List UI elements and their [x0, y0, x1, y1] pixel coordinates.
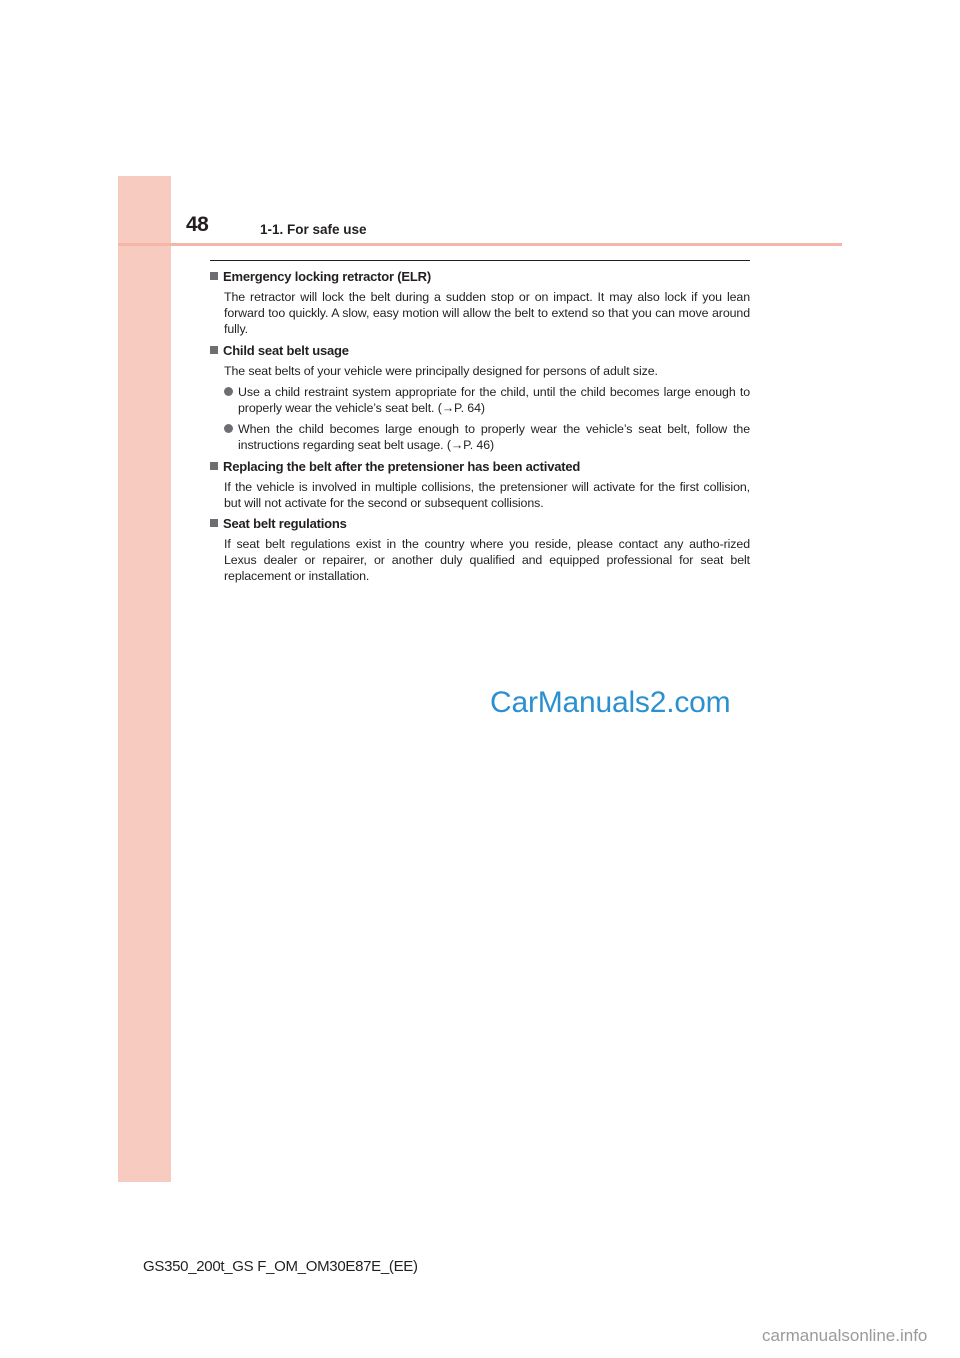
page-number: 48	[186, 213, 209, 236]
paragraph: The retractor will lock the belt during a sudden stop or on impact. It may also lock if you lean forward too quickly. A slow, easy motion will allow the belt to extend so that you can move around fully.	[224, 290, 750, 337]
square-bullet-icon	[210, 346, 218, 354]
square-bullet-icon	[210, 272, 218, 280]
content-top-rule	[210, 260, 750, 261]
square-bullet-icon	[210, 462, 218, 470]
header-rule	[118, 243, 842, 246]
circle-bullet-icon	[224, 387, 233, 396]
list-item: When the child becomes large enough to properly wear the vehicle’s seat belt, follow the instructions regarding seat belt usage. (→P. 46)	[224, 421, 750, 453]
item-heading: Emergency locking retractor (ELR)	[210, 269, 750, 285]
item-body	[224, 479, 750, 511]
item-replacing-belt	[210, 459, 750, 511]
paragraph: If seat belt regulations exist in the country where you reside, please contact any autho-rized Lexus dealer or repairer, or another duly qualified and equipped professional for seat belt replacement or installation.	[224, 537, 750, 584]
item-elr	[210, 269, 750, 338]
section-title: 1-1. For safe use	[260, 222, 367, 237]
item-body	[224, 536, 750, 585]
circle-bullet-icon	[224, 424, 233, 433]
item-heading: Replacing the belt after the pretensioner has been activated	[210, 459, 750, 475]
watermark-text: CarManuals2.com	[490, 686, 731, 719]
item-child-seat-belt	[210, 343, 750, 454]
content-body	[210, 269, 750, 590]
footer-doc-code: GS350_200t_GS F_OM_OM30E87E_(EE)	[143, 1258, 418, 1275]
page-sidebar-tab	[118, 176, 171, 1182]
item-seat-belt-regulations	[210, 516, 750, 585]
item-heading: Child seat belt usage	[210, 343, 750, 359]
item-body	[224, 363, 750, 379]
list-item: Use a child restraint system appropriate for the child, until the child becomes large enough to properly wear the vehicle’s seat belt. (→P. 64)	[224, 384, 750, 416]
paragraph: If the vehicle is involved in multiple collisions, the pretensioner will activate for the first collision, but will not activate for the second or subsequent collisions.	[224, 479, 750, 510]
square-bullet-icon	[210, 519, 218, 527]
item-heading: Seat belt regulations	[210, 516, 750, 532]
corner-watermark: carmanualsonline.info	[762, 1326, 928, 1345]
item-body	[224, 289, 750, 338]
paragraph: The seat belts of your vehicle were principally designed for persons of adult size.	[224, 363, 658, 378]
